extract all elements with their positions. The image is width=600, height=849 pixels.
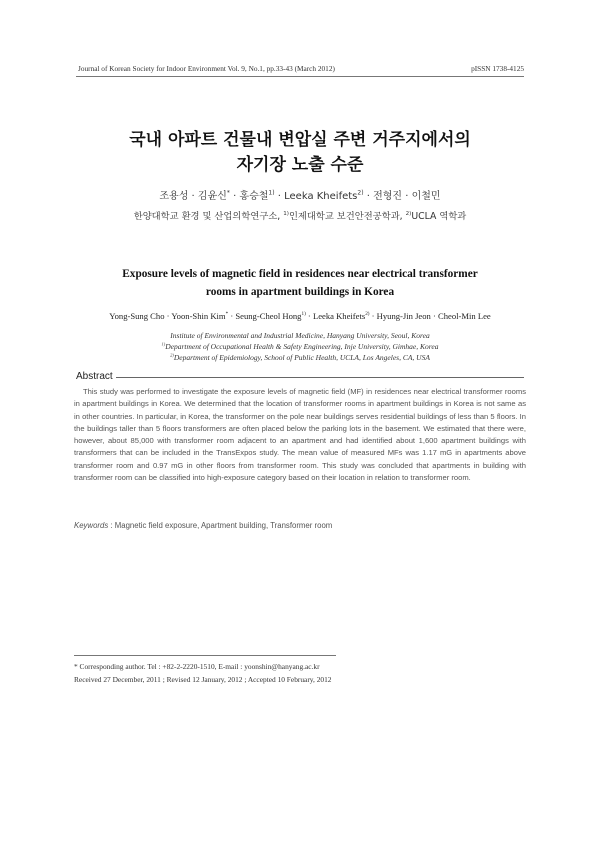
keywords-separator: : (108, 521, 115, 530)
abstract-heading (76, 371, 524, 382)
korean-authors (60, 187, 540, 202)
affiliation-text: Department of Occupational Health & Safety Engineering, Inje University, Gimhae, Korea (165, 342, 439, 351)
affiliation-mark: 2) (170, 352, 174, 358)
keywords (74, 521, 524, 530)
korean-title-line-1: 국내 아파트 건물내 변압실 주변 거주지에서의 (129, 130, 471, 150)
footnotes (74, 661, 524, 686)
header-rule (76, 76, 524, 77)
korean-title (60, 128, 540, 178)
issn: pISSN 1738-4125 (471, 64, 524, 73)
affiliation-text: Institute of Environmental and Industrial Medicine, Hanyang University, Seoul, Korea (170, 331, 430, 340)
affiliation-mark: 2) (405, 210, 412, 217)
affiliation-line (60, 341, 540, 352)
korean-affiliation: 인제대학교 보건안전공학과, (288, 211, 406, 222)
affiliation-text: Department of Epidemiology, School of Public Health, UCLA, Los Angeles, CA, USA (173, 353, 430, 362)
korean-affiliation: 한양대학교 환경 및 산업의학연구소, (133, 211, 284, 222)
keywords-label: Keywords (74, 521, 109, 530)
korean-author-group: 조용성 · 김윤신 (159, 191, 227, 202)
received-dates: Received 27 December, 2011 ; Revised 12 January, 2012 ; Accepted 10 February, 2012 (74, 674, 332, 684)
abstract-label: Abstract (76, 371, 113, 382)
corresponding-mark: * (226, 189, 230, 197)
footnote-rule (74, 655, 336, 656)
abstract-rule (116, 377, 524, 378)
affiliation-mark: 1) (301, 311, 306, 318)
english-author-group: Yong-Sung Cho · Yoon-Shin Kim (109, 311, 226, 321)
english-author-group: · Leeka Kheifets (305, 311, 366, 321)
english-title-line-2: rooms in apartment buildings in Korea (205, 286, 395, 298)
keywords-text: Magnetic field exposure, Apartment building, Transformer room (114, 521, 333, 530)
english-author-group: · Seung-Cheol Hong (228, 311, 302, 321)
english-authors (60, 311, 540, 321)
abstract-body: This study was performed to investigate the exposure levels of magnetic field (MF) in residences near electrical transformer rooms in apartment buildings in Korea. We determined that the location of transformer rooms in apartment buildings in Korea is not same as in other countries. In particular, in Korea, the transformer on the pole near buildings serves residential buildings of less than 5 floors. In the buildings taller than 5 floors transformers are often placed below the parking lots in the basement. We estimated that there were, however, about 85,000 with transformer room adjacent to an apartment and had identified about 1,600 apartment buildings with transformers that can be included in the TransExpos study. The mean value of measured MFs was 1.17 mG in apartments above transformer room and 0.97 mG in other floors from transformer room. This study was concluded that apartments in building with transformer room can be classified into high-exposure category based on their location in relation to transformer room. (74, 387, 526, 483)
korean-author-group: · 전형진 · 이철민 (363, 191, 441, 202)
korean-affiliations (60, 208, 540, 222)
affiliation-mark: 1) (161, 341, 166, 347)
affiliation-mark: 2) (365, 311, 370, 318)
english-author-group: · Hyung-Jin Jeon · Cheol-Min Lee (369, 311, 491, 321)
affiliation-line (60, 330, 540, 341)
english-title-line-1: Exposure levels of magnetic field in residences near electrical transformer (122, 268, 478, 280)
journal-citation: Journal of Korean Society for Indoor Environment Vol. 9, No.1, pp.33-43 (March 2012) (78, 64, 335, 73)
korean-author-group: · 홍승철 (229, 191, 269, 202)
korean-affiliation: UCLA 역학과 (411, 211, 467, 222)
affiliation-mark: 1) (268, 189, 275, 197)
korean-author-group: · Leeka Kheifets (274, 191, 358, 202)
affiliation-mark: 1) (283, 210, 289, 217)
english-affiliations (60, 330, 540, 363)
running-header (78, 64, 524, 73)
affiliation-mark: 2) (357, 189, 364, 197)
korean-title-line-2: 자기장 노출 수준 (236, 155, 364, 175)
affiliation-line (60, 352, 540, 363)
english-title (80, 265, 520, 301)
corresponding-mark: * (225, 311, 229, 318)
corresponding-author-note: * Corresponding author. Tel : +82-2-2220-1510, E-mail : yoonshin@hanyang.ac.kr (74, 662, 320, 671)
